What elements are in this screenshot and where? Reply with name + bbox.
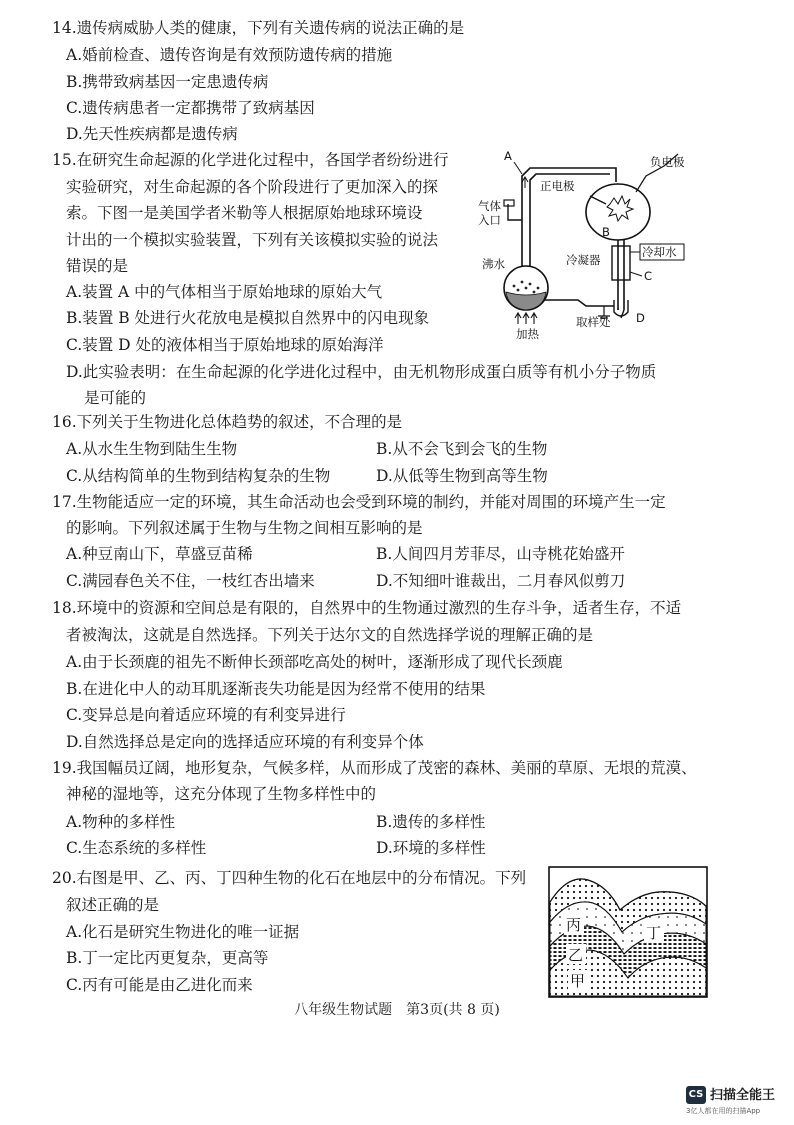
q17-option-c: C.满园春色关不住，一枝红杏出墙来	[66, 572, 315, 590]
q18-option-c: C.变异总是向着适应环境的有利变异进行	[66, 706, 346, 724]
q19-option-b: B.遗传的多样性	[376, 813, 486, 831]
q20-stem-line1: 20.右图是甲、乙、丙、丁四种生物的化石在地层中的分布情况。下列	[52, 869, 527, 887]
label-a: A	[504, 149, 512, 163]
chamber-b	[586, 184, 650, 240]
q15-stem-line4: 计出的一个模拟实验装置，下列有关该模拟实验的说法	[66, 231, 439, 249]
label-boiling-water: 沸水	[482, 257, 505, 271]
condenser-jacket	[612, 246, 630, 280]
q14-option-b: B.携带致病基因一定患遗传病	[66, 73, 269, 91]
q17-stem-line2: 的影响。下列叙述属于生物与生物之间相互影响的是	[66, 519, 423, 537]
q14-option-d: D.先天性疾病都是遗传病	[66, 125, 238, 143]
q20-stem-line2: 叙述正确的是	[66, 896, 160, 914]
label-yi: 乙	[568, 946, 584, 964]
heat-arrows	[515, 313, 537, 324]
q17-option-d: D.不知细叶谁裁出，二月春风似剪刀	[376, 572, 626, 590]
q15-stem-line5: 错误的是	[66, 257, 129, 275]
q16-option-a: A.从水生生物到陆生生物	[66, 440, 238, 458]
q14-stem: 14.遗传病威胁人类的健康，下列有关遗传病的说法正确的是	[52, 19, 465, 37]
q20-option-a: A.化石是研究生物进化的唯一证据	[66, 923, 300, 941]
q15-stem-line1: 15.在研究生命起源的化学进化过程中，各国学者纷纷进行	[52, 151, 449, 169]
q20-option-c: C.丙有可能是由乙进化而来	[66, 976, 253, 994]
label-condenser: 冷凝器	[566, 253, 601, 267]
q17-option-a: A.种豆南山下，草盛豆苗稀	[66, 545, 253, 563]
q16-option-b: B.从不会飞到会飞的生物	[376, 440, 548, 458]
q16-option-c: C.从结构简单的生物到结构复杂的生物	[66, 467, 331, 485]
label-heating: 加热	[516, 327, 539, 341]
q14-option-c: C.遗传病患者一定都携带了致病基因	[66, 99, 315, 117]
q18-stem-line2: 者被淘汰，这就是自然选择。下列关于达尔文的自然选择学说的理解正确的是	[66, 626, 594, 644]
q18-option-d: D.自然选择总是定向的选择适应环境的有利变异个体	[66, 733, 424, 751]
label-c: C	[644, 269, 653, 283]
label-sampling: 取样处	[576, 315, 611, 329]
q16-option-d: D.从低等生物到高等生物	[376, 467, 548, 485]
label-gas-inlet-2: 入口	[478, 213, 501, 227]
camscanner-name: 扫描全能王	[710, 1088, 776, 1103]
q15-option-c: C.装置 D 处的液体相当于原始地球的原始海洋	[66, 336, 384, 354]
trap-d	[614, 300, 628, 316]
q18-option-b: B.在进化中人的动耳肌逐渐丧失功能是因为经常不使用的结果	[66, 680, 486, 698]
q15-option-d-cont: 是可能的	[84, 389, 147, 407]
q14-option-a: A.婚前检查、遗传咨询是有效预防遗传病的措施	[66, 46, 393, 64]
label-jia: 甲	[570, 972, 586, 990]
label-cooling-water: 冷却水	[642, 245, 677, 259]
q19-stem-line2: 神秘的湿地等，这充分体现了生物多样性中的	[66, 785, 377, 803]
q15-stem-line3: 索。下图一是美国学者米勒等人根据原始地球环境设	[66, 204, 423, 222]
fossil-strata-diagram	[548, 866, 708, 998]
miller-apparatus-diagram	[478, 140, 700, 341]
label-ding: 丁	[646, 924, 662, 942]
q20-option-b: B.丁一定比丙更复杂，更高等	[66, 949, 269, 967]
q15-option-a: A.装置 A 中的气体相当于原始地球的原始大气	[66, 283, 383, 301]
q18-option-a: A.由于长颈鹿的祖先不断伸长颈部吃高处的树叶，逐渐形成了现代长颈鹿	[66, 653, 563, 671]
label-d: D	[636, 311, 645, 325]
q15-stem-line2: 实验研究，对生命起源的各个阶段进行了更加深入的探	[66, 178, 439, 196]
q15-option-b: B.装置 B 处进行火花放电是模拟自然界中的闪电现象	[66, 309, 430, 327]
label-bing: 丙	[566, 916, 582, 934]
q15-option-d: D.此实验表明：在生命起源的化学进化过程中，由无机物形成蛋白质等有机小分子物质	[66, 363, 657, 381]
q19-option-d: D.环境的多样性	[376, 839, 486, 857]
q19-stem-line1: 19.我国幅员辽阔，地形复杂，气候多样，从而形成了茂密的森林、美丽的草原、无垠的荒漠、	[52, 759, 697, 777]
label-neg-electrode: 负电极	[650, 155, 685, 169]
q19-option-c: C.生态系统的多样性	[66, 839, 207, 857]
label-pos-electrode: 正电极	[540, 179, 575, 193]
page-footer: 八年级生物试题 第3页(共 8 页)	[294, 1002, 500, 1018]
camscanner-tagline: 3亿人都在用的扫描App	[686, 1107, 761, 1115]
label-gas-inlet-1: 气体	[478, 199, 501, 213]
q19-option-a: A.物种的多样性	[66, 813, 176, 831]
q16-stem: 16.下列关于生物进化总体趋势的叙述，不合理的是	[52, 413, 403, 431]
camscanner-logo-icon: CS	[686, 1086, 706, 1104]
q17-stem-line1: 17.生物能适应一定的环境，其生命活动也会受到环境的制约，并能对周围的环境产生一定	[52, 493, 666, 511]
q17-option-b: B.人间四月芳菲尽，山寺桃花始盛开	[376, 545, 625, 563]
label-b: B	[602, 225, 610, 239]
q18-stem-line1: 18.环境中的资源和空间总是有限的，自然界中的生物通过激烈的生存斗争，适者生存，不适	[52, 599, 682, 617]
